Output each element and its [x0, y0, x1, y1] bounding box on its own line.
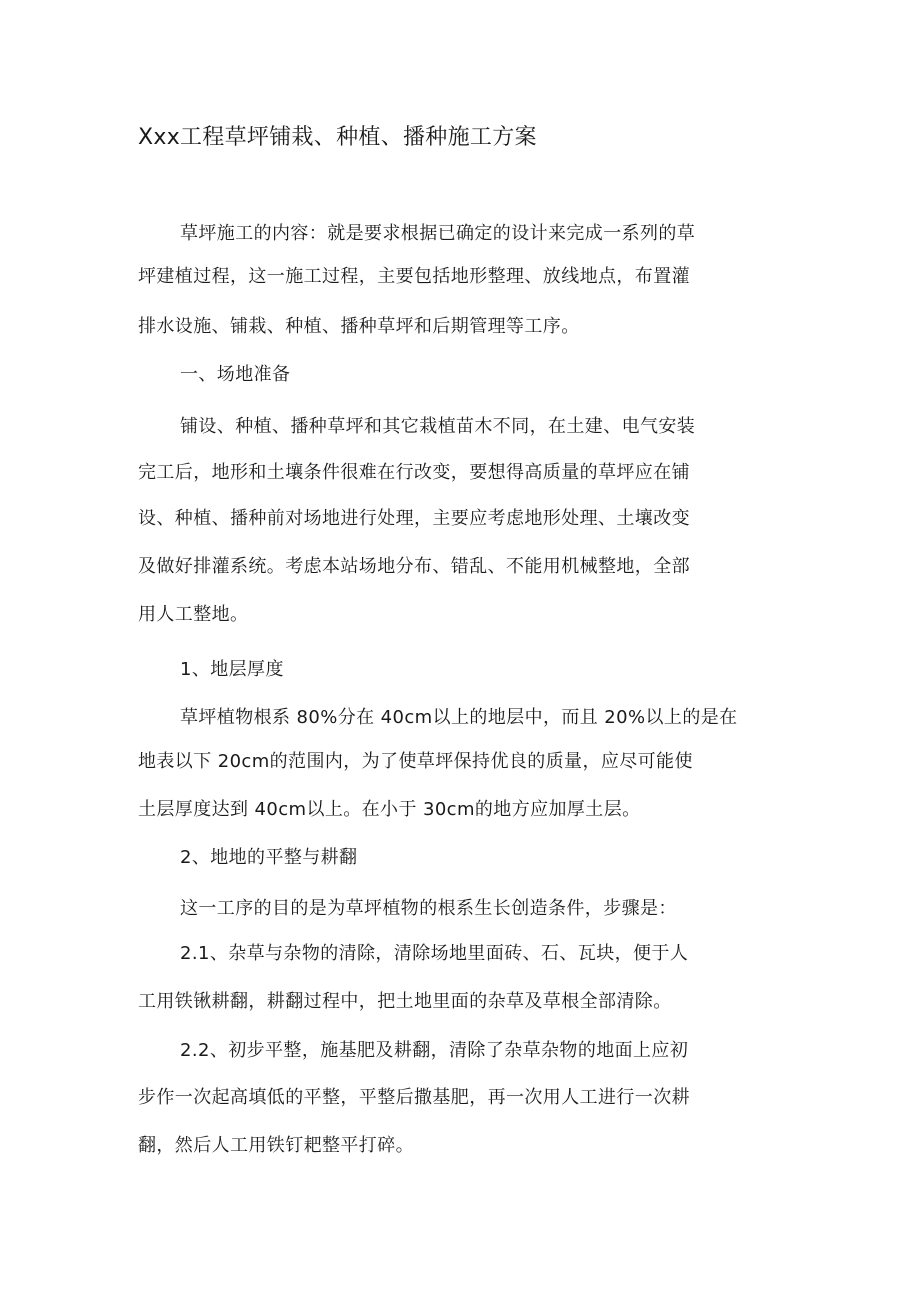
paragraph-line: 土层厚度达到 40cm以上。在小于 30cm的地方应加厚土层。 — [138, 799, 641, 820]
paragraph-line: 步作一次起高填低的平整，平整后撒基肥，再一次用人工进行一次耕 — [138, 1087, 690, 1108]
paragraph-line: 翻，然后人工用铁钉耙整平打碎。 — [138, 1135, 414, 1156]
paragraph-line: 用人工整地。 — [138, 604, 249, 625]
document-title: Xxx工程草坪铺栽、种植、播种施工方案 — [138, 125, 537, 150]
paragraph-line: 完工后，地形和土壤条件很难在行改变，要想得高质量的草坪应在铺 — [138, 462, 690, 483]
intro-line-2: 坪建植过程，这一施工过程，主要包括地形整理、放线地点，布置灌 — [138, 266, 690, 287]
paragraph-line: 设、种植、播种前对场地进行处理，主要应考虑地形处理、土壤改变 — [138, 508, 690, 529]
paragraph-line: 2.1、杂草与杂物的清除，清除场地里面砖、石、瓦块，便于人 — [180, 943, 689, 964]
intro-line-3: 排水设施、铺栽、种植、播种草坪和后期管理等工序。 — [138, 316, 580, 337]
subheading-soil-thickness: 1、地层厚度 — [180, 659, 284, 680]
paragraph-line: 地表以下 20cm的范围内，为了使草坪保持优良的质量，应尽可能使 — [138, 751, 693, 772]
section-heading-site-preparation: 一、场地准备 — [180, 364, 291, 385]
paragraph-line: 草坪植物根系 80%分在 40cm以上的地层中，而且 20%以上的是在 — [180, 707, 738, 728]
paragraph-line: 及做好排灌系统。考虑本站场地分布、错乱、不能用机械整地，全部 — [138, 556, 690, 577]
subheading-leveling-tilling: 2、地地的平整与耕翻 — [180, 847, 358, 868]
paragraph-line: 2.2、初步平整，施基肥及耕翻，清除了杂草杂物的地面上应初 — [180, 1040, 689, 1061]
paragraph-line: 铺设、种植、播种草坪和其它栽植苗木不同，在土建、电气安装 — [180, 416, 696, 437]
intro-line-1: 草坪施工的内容：就是要求根据已确定的设计来完成一系列的草 — [180, 223, 696, 244]
paragraph-line: 工用铁锹耕翻，耕翻过程中，把土地里面的杂草及草根全部清除。 — [138, 991, 672, 1012]
paragraph-line: 这一工序的目的是为草坪植物的根系生长创造条件，步骤是： — [180, 898, 677, 919]
